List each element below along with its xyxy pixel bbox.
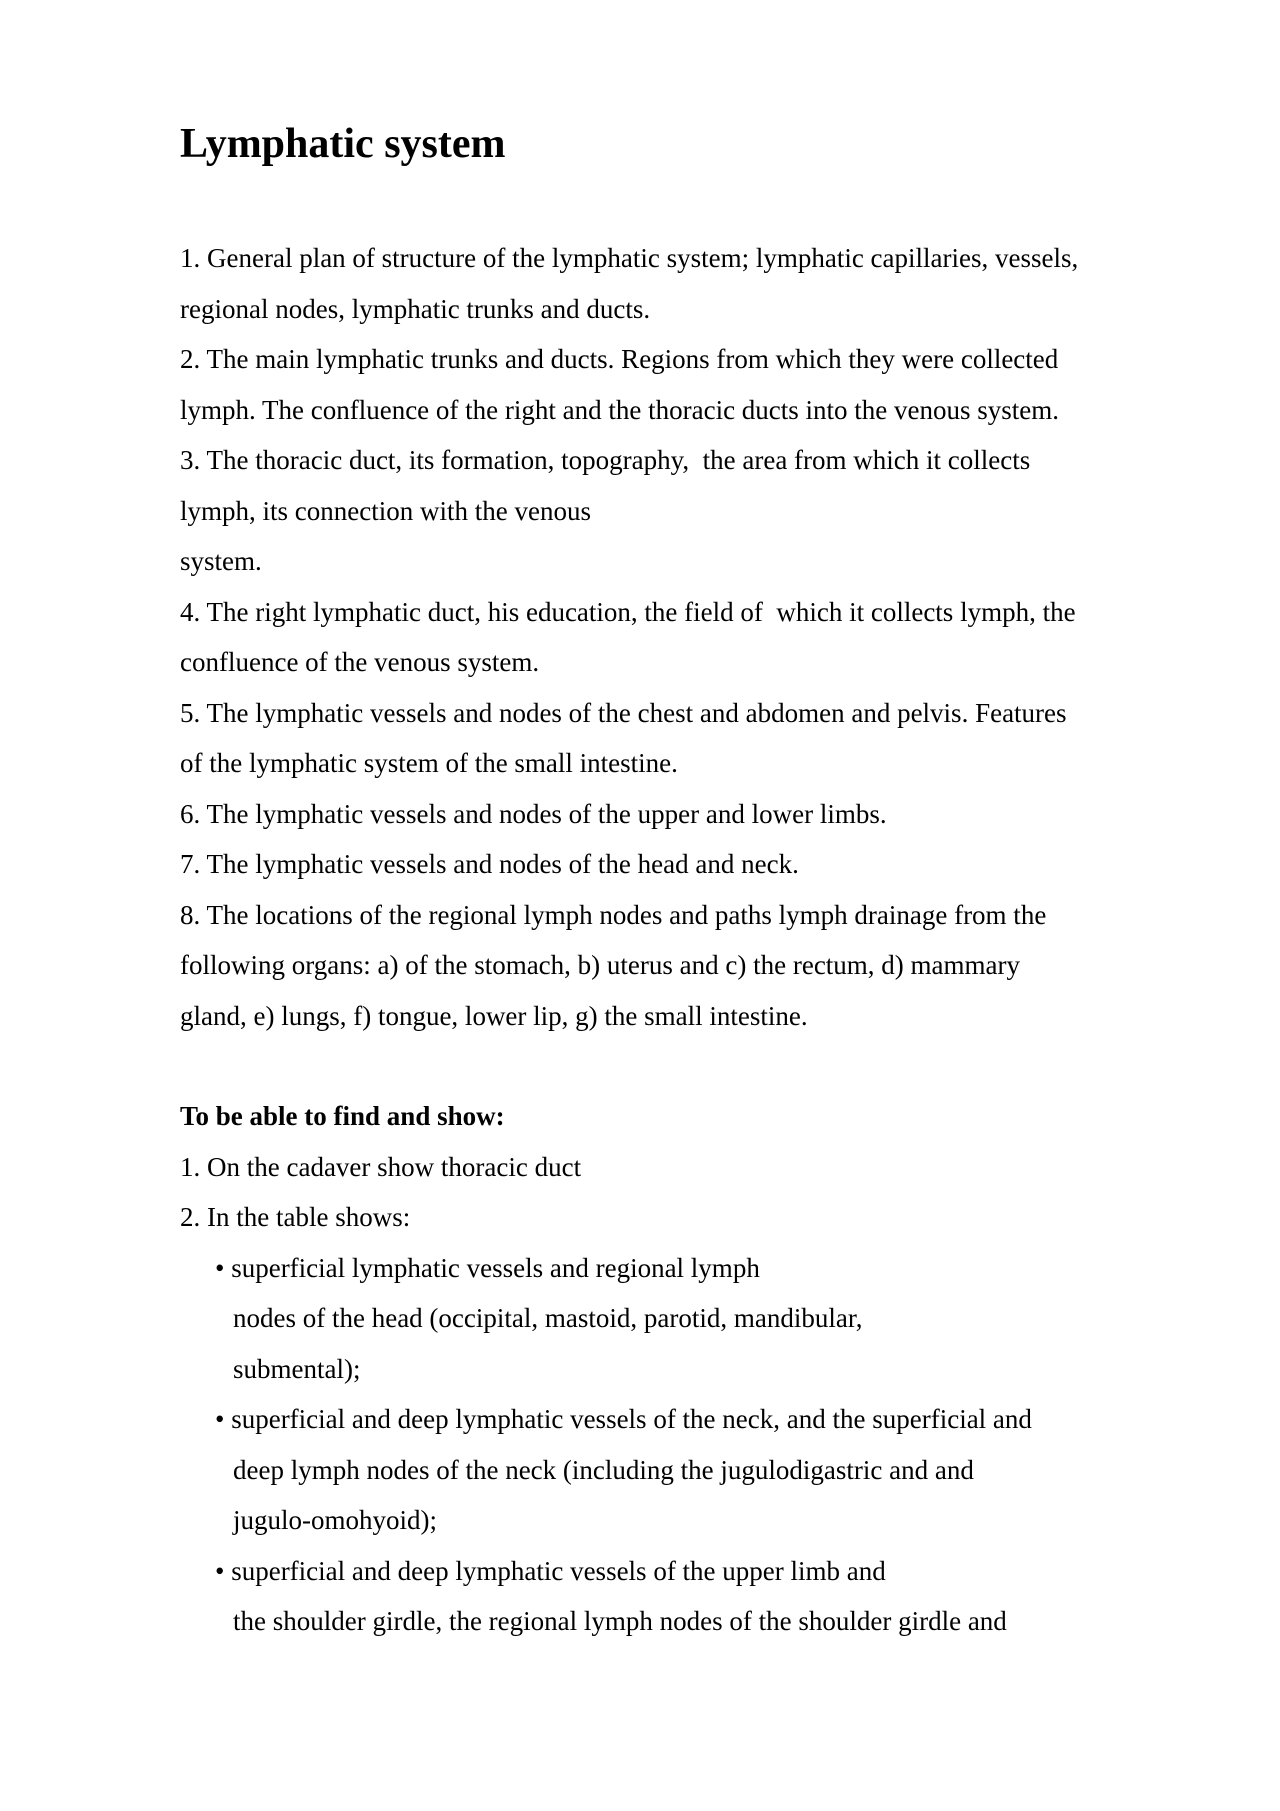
item-number: 6. bbox=[180, 798, 201, 829]
item-number: 2. bbox=[180, 344, 201, 374]
list-line: 3. The thoracic duct, its formation, topography, the area from which it collects bbox=[180, 445, 1031, 475]
item-number: 2. bbox=[180, 1202, 201, 1232]
list-line: 2. The main lymphatic trunks and ducts. Regions from which they were collected bbox=[180, 344, 1059, 374]
bullet-icon: • bbox=[215, 1404, 225, 1434]
item-number: 7. bbox=[180, 849, 201, 879]
bullet-line: the shoulder girdle, the regional lymph nodes of the shoulder girdle and bbox=[233, 1606, 1007, 1636]
item-number: 8. bbox=[180, 899, 201, 930]
bullet-line: submental); bbox=[233, 1353, 361, 1384]
practical-item: 1. On the cadaver show thoracic duct bbox=[180, 1151, 582, 1182]
list-line: regional nodes, lymphatic trunks and ducts. bbox=[180, 293, 651, 324]
page-title: Lymphatic system bbox=[180, 121, 506, 167]
item-number: 3. bbox=[180, 445, 201, 475]
list-line: 8. The locations of the regional lymph nodes and paths lymph drainage from the bbox=[180, 899, 1047, 930]
item-number: 1. bbox=[180, 243, 201, 273]
list-line: 4. The right lymphatic duct, his education, the field of which it collects lymph, the bbox=[180, 596, 1076, 627]
section-heading: To be able to find and show: bbox=[180, 1101, 505, 1131]
bullet-line: nodes of the head (occipital, mastoid, parotid, mandibular, bbox=[233, 1303, 863, 1333]
bullet-icon: • bbox=[215, 1252, 225, 1283]
theory-item bbox=[180, 839, 1190, 890]
bullet-item: • superficial lymphatic vessels and regional lymph nodes of the head (occipital, mastoid, parotid, mandibular, submental); bbox=[180, 1243, 1190, 1395]
item-number: 5. bbox=[180, 697, 201, 728]
list-line: 7. The lymphatic vessels and nodes of the head and neck. bbox=[180, 849, 799, 879]
bullet-icon: • bbox=[215, 1555, 225, 1586]
list-line: 1. General plan of structure of the lymphatic system; lymphatic capillaries, vessels, bbox=[180, 243, 1079, 273]
list-line: 5. The lymphatic vessels and nodes of the chest and abdomen and pelvis. Features bbox=[180, 697, 1067, 728]
theory-item bbox=[180, 890, 1190, 1042]
theory-item bbox=[180, 233, 1190, 334]
practical-item: 2. In the table shows: bbox=[180, 1202, 411, 1232]
theory-item bbox=[180, 688, 1190, 789]
theory-item bbox=[180, 334, 1190, 435]
list-line: system. bbox=[180, 546, 262, 576]
theory-item bbox=[180, 587, 1190, 688]
item-number: 1. bbox=[180, 1151, 201, 1182]
list-line: gland, e) lungs, f) tongue, lower lip, g) the small intestine. bbox=[180, 1000, 808, 1031]
document-body bbox=[180, 233, 1190, 1647]
list-line: 6. The lymphatic vessels and nodes of the upper and lower limbs. bbox=[180, 798, 887, 829]
bullet-item: • superficial and deep lymphatic vessels of the neck, and the superficial and deep lymph nodes of the neck (including the jugulodigastric and and jugulo-omohyoid); bbox=[180, 1394, 1190, 1546]
theory-item bbox=[180, 789, 1190, 840]
bullet-item: • superficial and deep lymphatic vessels of the upper limb and the shoulder girdle, the regional lymph nodes of the shoulder girdle and bbox=[180, 1546, 1190, 1647]
item-number: 4. bbox=[180, 596, 201, 627]
list-line: lymph, its connection with the venous bbox=[180, 495, 591, 526]
list-line: confluence of the venous system. bbox=[180, 647, 540, 677]
spacer bbox=[180, 1041, 1190, 1091]
bullet-line: deep lymph nodes of the neck (including the jugulodigastric and and bbox=[233, 1454, 974, 1485]
list-line: of the lymphatic system of the small intestine. bbox=[180, 748, 678, 778]
list-line: lymph. The confluence of the right and the thoracic ducts into the venous system. bbox=[180, 394, 1060, 425]
list-line: following organs: a) of the stomach, b) uterus and c) the rectum, d) mammary bbox=[180, 950, 1021, 980]
bullet-line: jugulo-omohyoid); bbox=[233, 1505, 437, 1535]
theory-item bbox=[180, 435, 1190, 587]
